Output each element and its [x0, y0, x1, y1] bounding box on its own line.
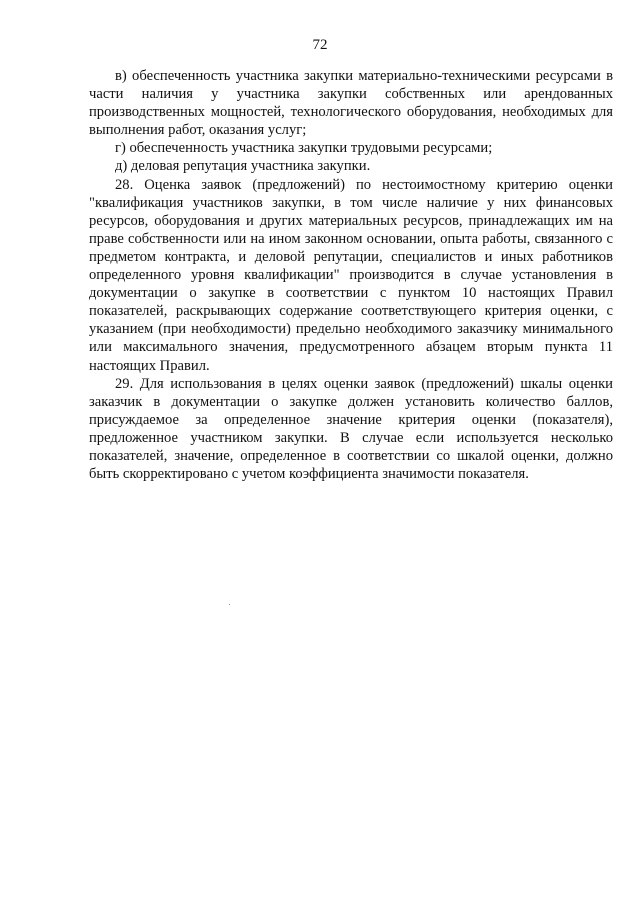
paragraph-clause-28: 28. Оценка заявок (предложений) по нестоимостному критерию оценки "квалификация участников закупки, в том числе наличие у них финансовых ресурсов, оборудования и других материальных ресурсов, принадлежащих им на праве собственности или на ином законном основании, опыта работы, связанного с предметом контракта, и деловой репутации, специалистов и иных работников определенного уровня квалификации" производится в случае установления в документации о закупке в соответствии с пунктом 10 настоящих Правил показателей, раскрывающих содержание соответствующего критерия оценки, с указанием (при необходимости) предельно необходимого заказчику минимального или максимального значения, предусмотренного абзацем вторым пункта 11 настоящих Правил.: [89, 176, 613, 374]
scan-speck: [229, 604, 230, 605]
paragraph-item-g: г) обеспеченность участника закупки трудовыми ресурсами;: [115, 140, 493, 157]
paragraph-item-v: в) обеспеченность участника закупки материально-техническими ресурсами в части наличия у участника закупки собственных или арендованных производственных мощностей, технологического оборудования, необходимых для выполнения работ, оказания услуг;: [89, 68, 613, 139]
paragraph-clause-29: 29. Для использования в целях оценки заявок (предложений) шкалы оценки заказчик в документации о закупке должен установить количество баллов, присуждаемое за определенное значение критерия оценки (показателя), предложенное участником закупки. В случае если используется несколько показателей, значение, определенное в соответствии со шкалой оценки, должно быть скорректировано с учетом коэффициента значимости показателя.: [89, 375, 613, 483]
page-number: 72: [312, 37, 328, 53]
paragraph-item-d: д) деловая репутация участника закупки.: [115, 158, 371, 175]
document-body: [89, 67, 613, 483]
